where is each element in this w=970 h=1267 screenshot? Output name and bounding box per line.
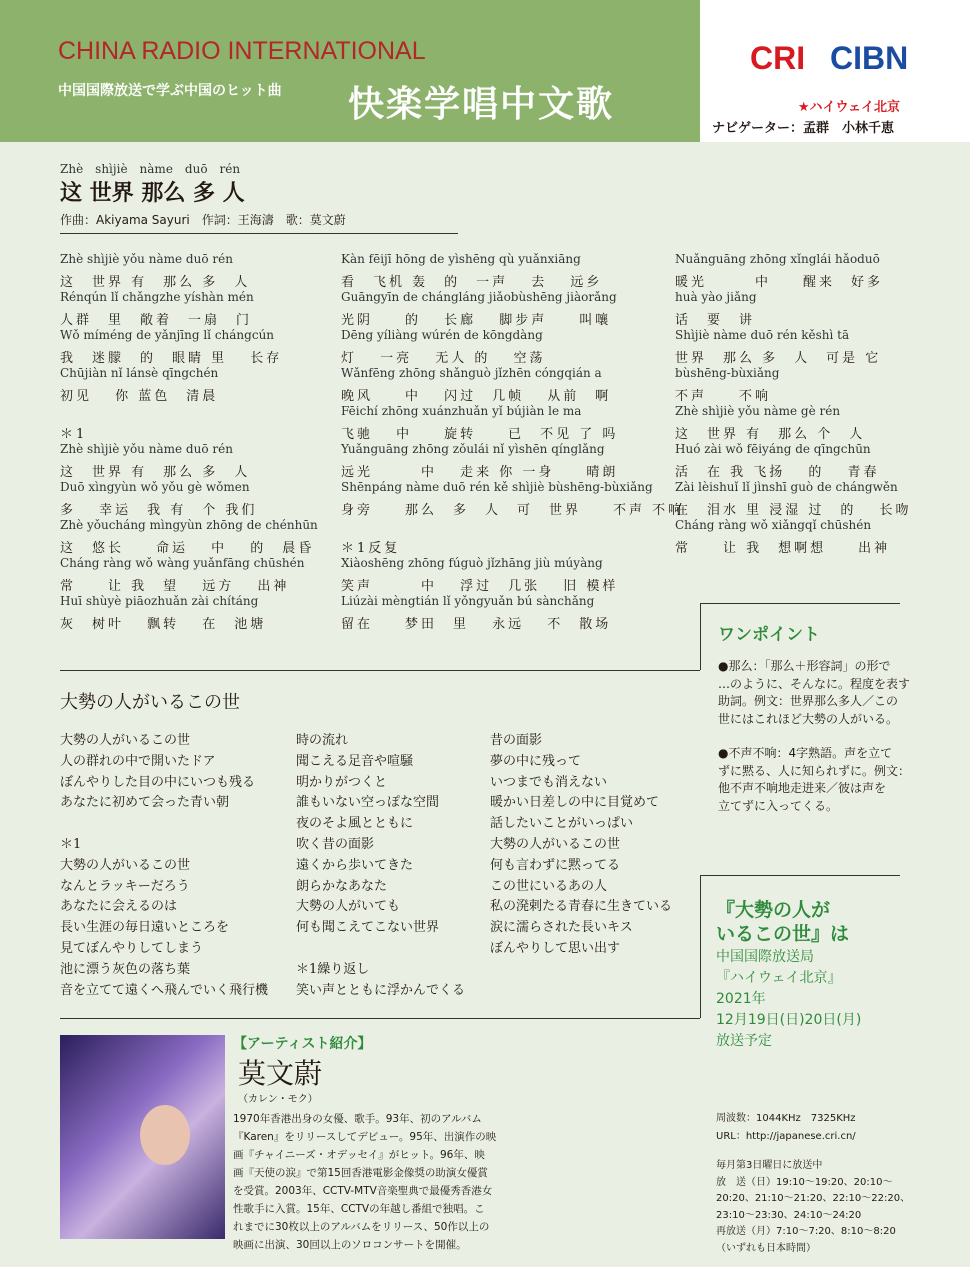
text-line: 助詞。例文：世界那么多人／この bbox=[718, 694, 899, 708]
text-line: 世にはこれほど大勢の人がいる。 bbox=[718, 711, 899, 726]
text-line: 涙に濡らされた長いキス bbox=[490, 920, 633, 936]
text-line: Cháng ràng wǒ xiǎngqǐ chūshén bbox=[675, 518, 872, 532]
text-line: ＊1 bbox=[60, 427, 88, 442]
text-line: 誰もいない空っぽな空間 bbox=[296, 795, 440, 811]
text-line: Huī shùyè piāozhuǎn zài chítáng bbox=[60, 594, 259, 608]
cri-logo: CRI bbox=[750, 40, 806, 76]
text-line: いるこの世』は bbox=[716, 923, 850, 945]
text-line: 放 送（日）19:10～19:20、20:10～ bbox=[716, 1176, 893, 1188]
logo-area bbox=[700, 0, 970, 142]
text-line: 大勢の人がいるこの世 bbox=[60, 733, 191, 748]
text-line: Zhè shìjiè yǒu nàme gè rén bbox=[675, 404, 841, 418]
text-line: 光阴 的 长廊 脚步声 叫嚷 bbox=[341, 313, 612, 328]
text-line: ぼんやりした目の中にいつも残る bbox=[60, 774, 256, 790]
song-title: 这 世界 那么 多 人 bbox=[60, 180, 245, 206]
text-line: huà yào jiǎng bbox=[675, 290, 757, 304]
text-line: 人群 里 敞着 一扇 门 bbox=[60, 313, 253, 328]
text-line: Kàn fēijī hōng de yìshēng qù yuǎnxiāng bbox=[341, 252, 581, 266]
text-line: ●那么：「那么＋形容詞」の形で bbox=[718, 659, 891, 673]
text-line: Chūjiàn nǐ lánsè qīngchén bbox=[60, 366, 219, 380]
text-line: 灰 树叶 飘转 在 池塘 bbox=[60, 617, 267, 632]
artist-kana: （カレン・モク） bbox=[238, 1094, 318, 1105]
text-line: 夜のそよ風とともに bbox=[296, 816, 414, 832]
cibn-logo: CIBN bbox=[830, 40, 909, 76]
header-subtitle: 中国国際放送で学ぶ中国のヒット曲 bbox=[58, 83, 282, 99]
text-line: 1970年香港出身の女優、歌手。93年、初のアルバム bbox=[233, 1113, 482, 1125]
text-line: 『ハイウェイ北京』 bbox=[716, 970, 842, 986]
text-line: Shēnpáng nàme duō rén kě shìjiè bùshēng-bùxiǎng bbox=[341, 480, 653, 494]
text-line: 時の流れ bbox=[296, 733, 349, 748]
text-line: を受賞。2003年、CCTV-MTV音楽聖典で最優秀香港女 bbox=[233, 1185, 493, 1197]
text-line: 立てずに入ってくる。 bbox=[718, 798, 839, 813]
text-line: Liúzài mèngtián lǐ yǒngyuǎn bú sànchǎng bbox=[341, 594, 595, 608]
text-line: 中国国際放送局 bbox=[716, 949, 814, 965]
text-line: 何も言わずに黙ってる bbox=[490, 857, 621, 873]
text-line: 远光 中 走来 你 一身 晴朗 bbox=[341, 465, 619, 480]
text-line: 留在 梦田 里 永远 不 散场 bbox=[341, 617, 612, 632]
header-banner bbox=[0, 0, 700, 142]
text-line: Zhè shìjiè yǒu nàme duō rén bbox=[60, 252, 233, 266]
text-line: 我 迷朦 的 眼睛 里 长存 bbox=[60, 351, 283, 366]
artist-photo bbox=[60, 1035, 225, 1239]
text-line: 何も聞こえてこない世界 bbox=[296, 920, 440, 936]
text-line: 世界 那么 多 人 可是 它 bbox=[675, 351, 882, 366]
text-line: Duō xìngyùn wǒ yǒu gè wǒmen bbox=[60, 480, 250, 494]
text-line: 在 泪水 里 浸湿 过 的 长吻 bbox=[675, 503, 912, 518]
text-line: 灯 一亮 无人 的 空荡 bbox=[341, 351, 546, 366]
text-line: 看 飞机 轰 的 一声 去 远乡 bbox=[341, 275, 603, 290]
text-line: ＊1反复 bbox=[341, 541, 401, 556]
text-line: 飞驰 中 旋转 已 不见 了 吗 bbox=[341, 427, 619, 442]
text-line: 常 让 我 想啊想 出神 bbox=[675, 541, 891, 556]
text-line: bùshēng-bùxiǎng bbox=[675, 366, 780, 380]
text-line: 遠くから歩いてきた bbox=[296, 857, 414, 873]
text-line: 『Karen』をリリースしてデビュー。95年、出演作の映 bbox=[233, 1131, 497, 1143]
text-line: あなたに初めて会った青い朝 bbox=[60, 795, 230, 811]
text-line: 暖かい日差しの中に目覚めて bbox=[490, 795, 660, 811]
text-line: Rénqún lǐ chǎngzhe yíshàn mén bbox=[60, 290, 254, 304]
text-line: Wǒ míméng de yǎnjīng lǐ chángcún bbox=[60, 328, 275, 342]
text-line: ずに黙る、人に知られずに。例文： bbox=[718, 763, 911, 778]
text-line: 朗らかなあなた bbox=[296, 878, 388, 894]
text-line: いつまでも消えない bbox=[490, 774, 608, 790]
onepoint-title: ワンポイント bbox=[718, 625, 820, 645]
text-line: 这 世界 有 那么 多 人 bbox=[60, 275, 251, 290]
text-line: れまでに30枚以上のアルバムをリリース、50作以上の bbox=[233, 1221, 490, 1233]
text-line: Nuǎnguāng zhōng xǐnglái hǎoduō bbox=[675, 252, 880, 266]
text-line: 映画に出演、30回以上のソロコンサートを開催。 bbox=[233, 1239, 467, 1251]
song-credits: 作曲：Akiyama Sayuri 作詞：王海濤 歌：莫文蔚 bbox=[60, 213, 346, 227]
text-line: 初见 你 蓝色 清晨 bbox=[60, 389, 219, 404]
text-line: Xiàoshēng zhōng fúguò jǐzhāng jiù múyàng bbox=[341, 556, 603, 570]
text-line: 昔の面影 bbox=[490, 733, 543, 748]
text-line: 性歌手に入賞。15年、CCTVの年越し番組で独唱。こ bbox=[233, 1203, 485, 1215]
text-line: 『大勢の人が bbox=[716, 899, 831, 921]
artist-name: 莫文蔚 bbox=[238, 1057, 323, 1090]
text-line: 常 让 我 望 远方 出神 bbox=[60, 579, 290, 594]
text-line: 不声 不响 bbox=[675, 389, 772, 404]
text-line: Dēng yíliàng wúrén de kōngdàng bbox=[341, 328, 543, 342]
text-line: 身旁 那么 多 人 可 世界 不声 不响 bbox=[341, 503, 685, 518]
text-line: 音を立てて遠くへ飛んでいく飛行機 bbox=[60, 982, 269, 998]
header-title: 快楽学唱中文歌 bbox=[348, 84, 615, 125]
text-line: 话 要 讲 bbox=[675, 313, 756, 328]
text-line: （いずれも日本時間） bbox=[716, 1242, 816, 1254]
text-line: Wǎnfēng zhōng shǎnguò jǐzhēn cóngqián a bbox=[341, 366, 602, 380]
text-line: Zhè yǒucháng mìngyùn zhōng de chénhūn bbox=[60, 518, 318, 532]
text-line: 20:20、21:10～21:20、22:10～22:20、 bbox=[716, 1193, 911, 1204]
text-line: 2021年 bbox=[716, 991, 766, 1007]
text-line: 笑い声とともに浮かんでくる bbox=[296, 982, 466, 998]
text-line: 他不声不响地走进来／彼は声を bbox=[718, 781, 887, 795]
brand-name: CHINA RADIO INTERNATIONAL bbox=[58, 37, 426, 65]
text-line: ＊1 bbox=[60, 837, 82, 852]
text-line: 周波数：1044KHz 7325KHz bbox=[716, 1113, 856, 1124]
jp-title: 大勢の人がいるこの世 bbox=[60, 692, 240, 713]
text-line: 見てぼんやりしてしまう bbox=[60, 941, 204, 956]
text-line: …のように、そんなに。程度を表す bbox=[718, 676, 911, 691]
text-line: この世にいるあの人 bbox=[490, 878, 608, 894]
program-name: ★ハイウェイ北京 bbox=[797, 100, 900, 115]
text-line: 大勢の人がいるこの世 bbox=[490, 837, 621, 852]
text-line: 長い生涯の毎日遠いところを bbox=[60, 920, 230, 936]
text-line: 大勢の人がいても bbox=[296, 899, 401, 915]
text-line: URL：http://japanese.cri.cn/ bbox=[716, 1131, 856, 1142]
text-line: Guāngyīn de chángláng jiǎobùshēng jiàorǎng bbox=[341, 290, 617, 304]
artist-label: 【アーティスト紹介】 bbox=[233, 1036, 372, 1052]
text-line: 聞こえる足音や喧騒 bbox=[296, 753, 414, 769]
text-line: あなたに会えるのは bbox=[60, 899, 178, 915]
text-line: 再放送（月）7:10～7:20、8:10～8:20 bbox=[716, 1226, 896, 1237]
text-line: 人の群れの中で開いたドア bbox=[60, 753, 216, 769]
title-pinyin: Zhè shìjiè nàme duō rén bbox=[60, 162, 241, 176]
text-line: 画『天使の涙』で第15回香港電影金像奨の助演女優賞 bbox=[233, 1167, 488, 1179]
text-line: 放送予定 bbox=[716, 1033, 772, 1049]
text-line: Huó zài wǒ fēiyáng de qīngchūn bbox=[675, 442, 871, 456]
text-line: 晚风 中 闪过 几帧 从前 啊 bbox=[341, 389, 612, 404]
text-line: 夢の中に残って bbox=[490, 753, 582, 769]
text-line: ●不声不响：4字熟語。声を立て bbox=[718, 746, 893, 760]
text-line: Zài lèishuǐ lǐ jìnshī guò de chángwěn bbox=[675, 480, 898, 494]
navigator: ナビゲーター：孟群 小林千恵 bbox=[712, 121, 895, 136]
text-line: 12月19日(日)20日(月) bbox=[716, 1012, 862, 1028]
text-line: 画『チャイニーズ・オデッセイ』がヒット。96年、映 bbox=[233, 1149, 485, 1161]
text-line: 这 世界 有 那么 个 人 bbox=[675, 427, 866, 442]
text-line: 明かりがつくと bbox=[296, 774, 388, 790]
text-line: 吹く昔の面影 bbox=[296, 837, 375, 852]
text-line: Yuǎnguāng zhōng zǒulái nǐ yìshēn qínglǎng bbox=[341, 442, 605, 456]
text-line: 多 幸运 我 有 个 我们 bbox=[60, 503, 258, 518]
text-line: 大勢の人がいるこの世 bbox=[60, 857, 191, 873]
text-line: 活 在 我 飞扬 的 青春 bbox=[675, 465, 880, 480]
text-line: 私の溌剌たる青春に生きている bbox=[490, 899, 673, 915]
text-line: なんとラッキーだろう bbox=[60, 878, 190, 894]
text-line: 毎月第3日曜日に放送中 bbox=[716, 1160, 823, 1171]
text-line: 23:10～23:30、24:10～24:20 bbox=[716, 1209, 862, 1221]
text-line: 暖光 中 醒来 好多 bbox=[675, 275, 884, 290]
text-line: 話したいことがいっぱい bbox=[490, 816, 634, 832]
text-line: 池に漂う灰色の落ち葉 bbox=[60, 961, 191, 977]
text-line: ＊1繰り返し bbox=[296, 961, 370, 977]
text-line: Fēichí zhōng xuánzhuǎn yǐ bújiàn le ma bbox=[341, 404, 582, 418]
text-line: Cháng ràng wǒ wàng yuǎnfāng chūshén bbox=[60, 556, 305, 570]
text-line: 这 悠长 命运 中 的 晨昏 bbox=[60, 541, 315, 556]
text-line: 这 世界 有 那么 多 人 bbox=[60, 465, 251, 480]
text-line: 笑声 中 浮过 几张 旧 模样 bbox=[341, 579, 619, 594]
text-line: Zhè shìjiè yǒu nàme duō rén bbox=[60, 442, 233, 456]
text-line: Shìjiè nàme duō rén kěshì tā bbox=[675, 328, 850, 342]
text-line: ぼんやりして思い出す bbox=[490, 941, 621, 956]
